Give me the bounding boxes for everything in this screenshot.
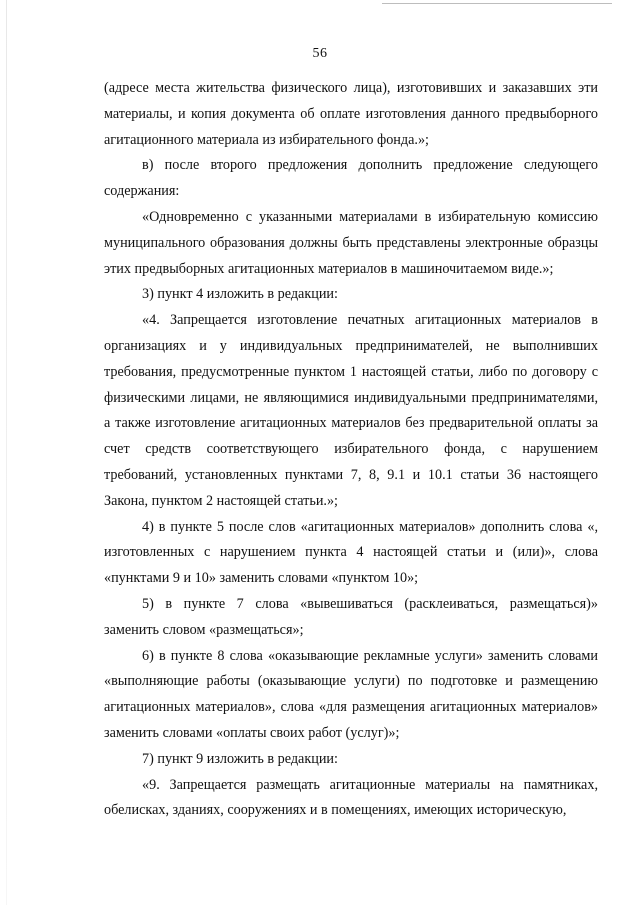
paragraph-quoted-addition: «Одновременно с указанными материалами в избирательную комиссию муниципального образования должны быть представлены электронные образцы этих предвыборных агитационных материалов в машиночитаемом виде.»;	[104, 208, 598, 277]
paragraph-item-3: 3) пункт 4 изложить в редакции:	[142, 286, 338, 303]
paragraph-item-6: 6) в пункте 8 слова «оказывающие рекламные услуги» заменить словами «выполняющие работы (оказывающие услуги) по подготовке и размещению агитационных материалов», слова «для размещения агитационных материалов» заменить словами «оплаты своих работ (услуг)»;	[104, 647, 598, 741]
paragraph-item-4: 4) в пункте 5 после слов «агитационных материалов» дополнить слова «, изготовленных с нарушением пункта 4 настоящей статьи и (или)», слова «пунктами 9 и 10» заменить словами «пунктом 10»;	[104, 518, 598, 587]
paragraph-point-4-text: «4. Запрещается изготовление печатных агитационных материалов в организациях и у индивидуальных предпринимателей, не выполнивших требования, предусмотренные пунктом 1 настоящей статьи, либо по договору с физическими лицами, не являющимися индивидуальными предпринимателями, а также изготовление агитационных материалов без предварительной оплаты за счет средств соответствующего избирательного фонда, с нарушением требований, установленных пунктами 7, 8, 9.1 и 10.1 статьи 36 настоящего Закона, пунктом 2 настоящей статьи.»;	[104, 312, 598, 509]
document-body	[104, 76, 598, 824]
scan-margin-shadow	[6, 0, 7, 905]
paragraph-item-5: 5) в пункте 7 слова «вывешиваться (расклеиваться, размещаться)» заменить словом «размещаться»;	[104, 595, 598, 638]
paragraph-continuation: (адресе места жительства физического лица), изготовивших и заказавших эти материалы, и копия документа об оплате изготовления данного предвыборного агитационного материала из избирательного фонда.»;	[104, 80, 598, 148]
paragraph-item-7: 7) пункт 9 изложить в редакции:	[142, 750, 338, 767]
scan-edge-line	[382, 3, 612, 4]
paragraph-point-9-text: «9. Запрещается размещать агитационные материалы на памятниках, обелисках, зданиях, сооружениях и в помещениях, имеющих историческую,	[104, 776, 598, 819]
page-number: 56	[312, 46, 328, 61]
paragraph-item-v: в) после второго предложения дополнить предложение следующего содержания:	[104, 157, 598, 200]
